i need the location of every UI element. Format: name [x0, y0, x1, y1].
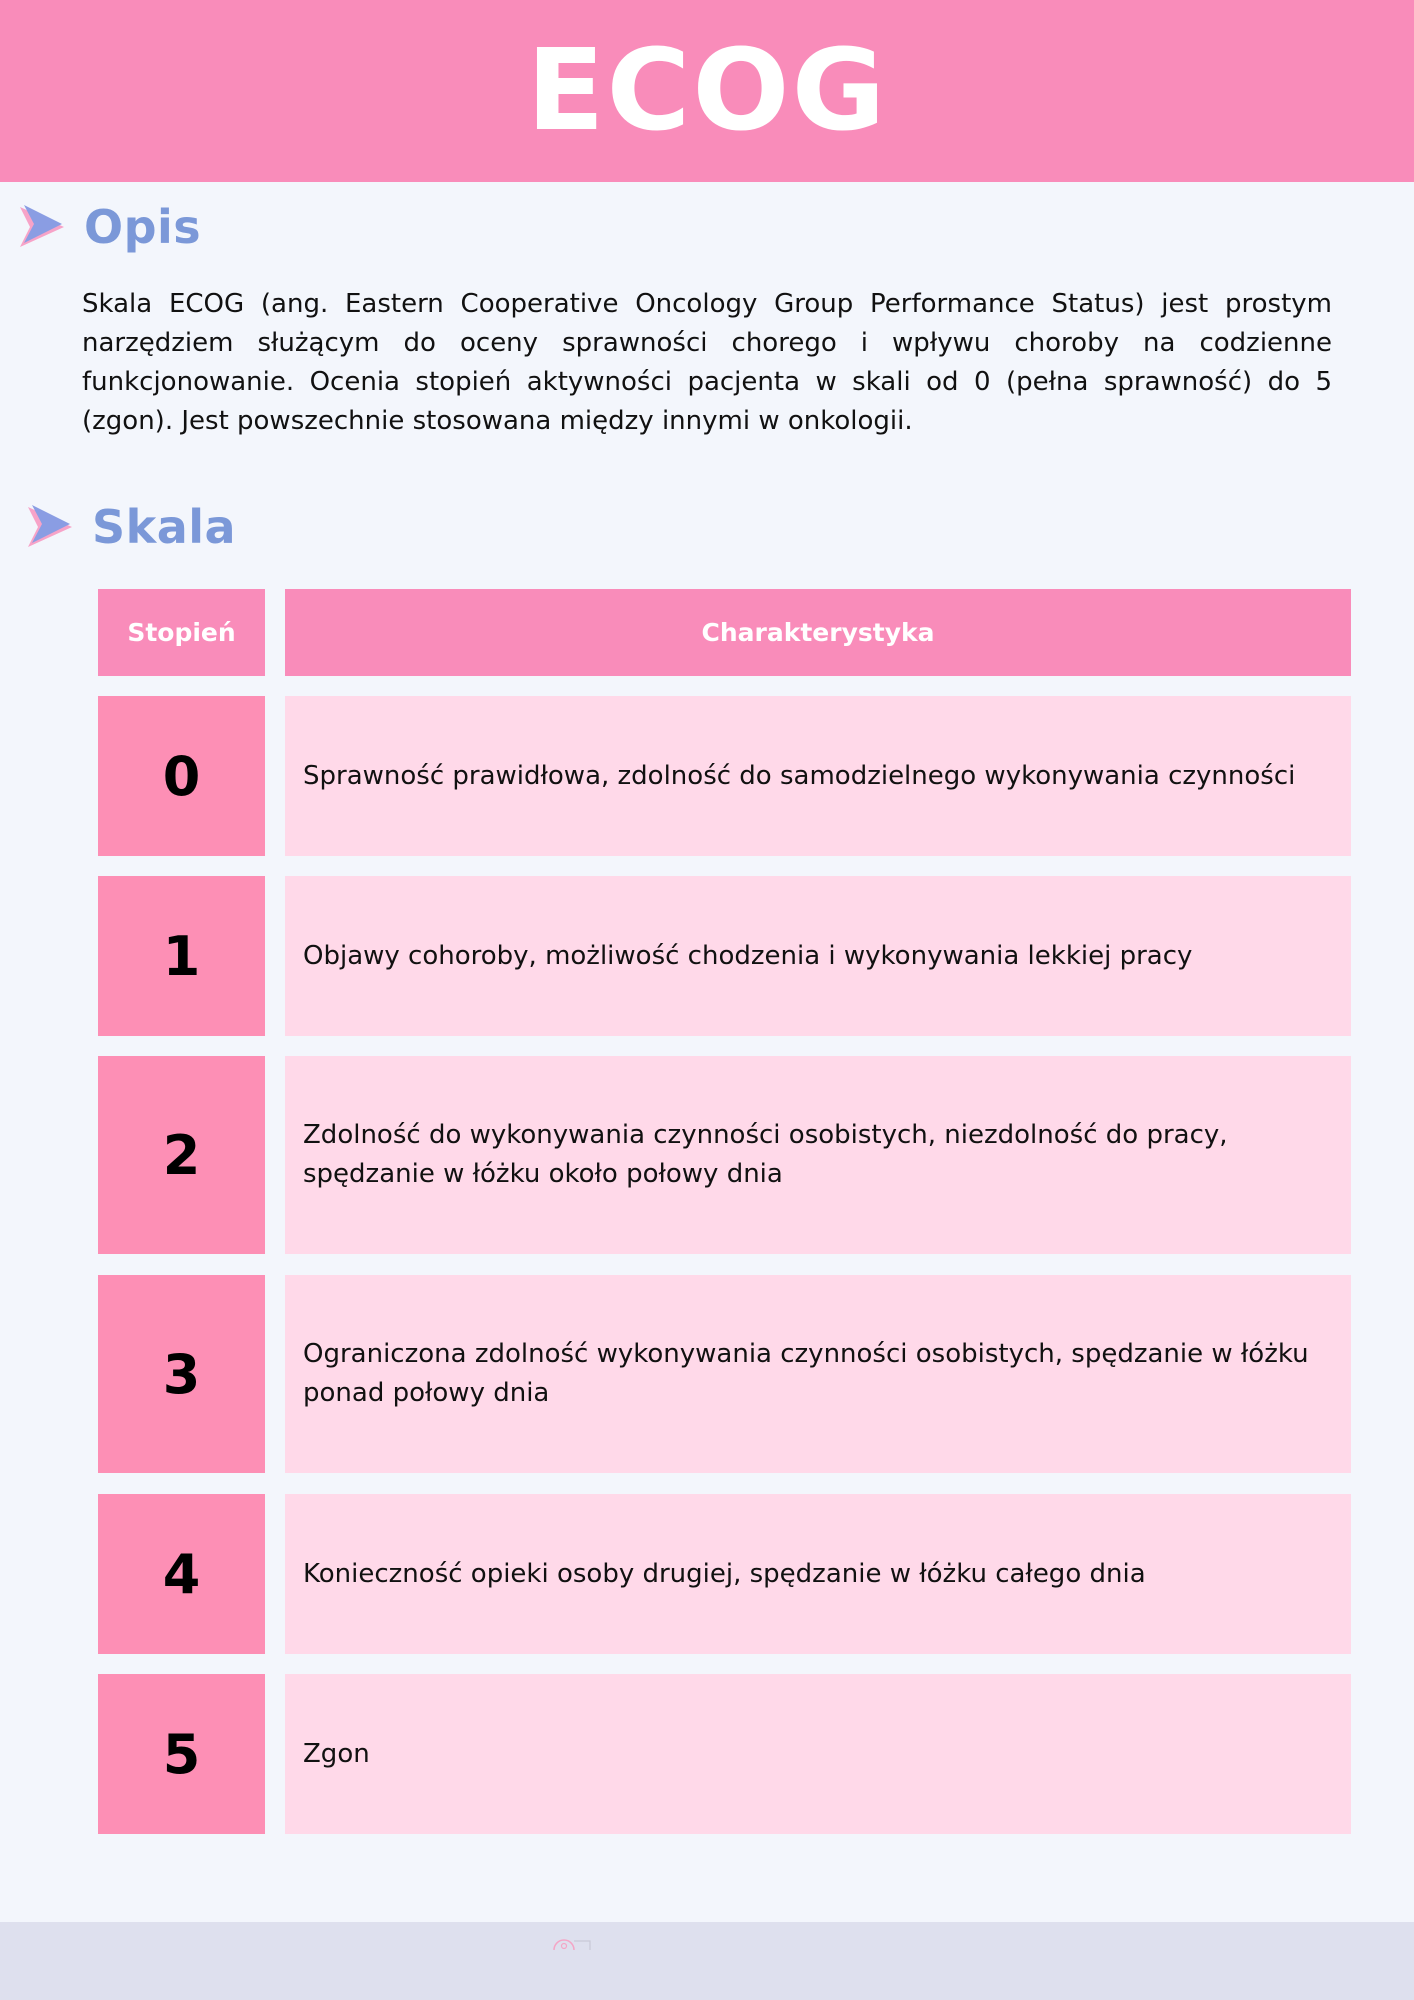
- description-cell: Sprawność prawidłowa, zdolność do samodzielnego wykonywania czynności: [285, 696, 1351, 856]
- page-header: [0, 0, 1414, 182]
- description-cell: Objawy cohoroby, możliwość chodzenia i wykonywania lekkiej pracy: [285, 876, 1351, 1036]
- grade-cell: 1: [98, 876, 265, 1036]
- double-arrow-icon: [18, 201, 70, 253]
- description-text: Skala ECOG (ang. Eastern Cooperative Oncology Group Performance Status) jest prostym narzędziem służącym do oceny sprawności chorego i wpływu choroby na codzienne funkcjonowanie. Ocenia stopień aktywności pacjenta w skali od 0 (pełna sprawność) do 5 (zgon). Jest powszechnie stosowana między innymi w onkologii.: [82, 289, 1332, 436]
- grade-cell: 2: [98, 1056, 265, 1254]
- section-heading-opis: [18, 200, 201, 254]
- table-header-grade: Stopień: [98, 589, 265, 676]
- description-cell: Ograniczona zdolność wykonywania czynności osobistych, spędzanie w łóżku ponad połowy dnia: [285, 1275, 1351, 1473]
- description-cell: Konieczność opieki osoby drugiej, spędzanie w łóżku całego dnia: [285, 1494, 1351, 1654]
- page-footer: [0, 1922, 1414, 2000]
- section-heading-skala: [26, 500, 236, 554]
- double-arrow-icon: [26, 501, 78, 553]
- grade-cell: 0: [98, 696, 265, 856]
- section-title-skala: Skala: [92, 500, 237, 554]
- table-header-description: Charakterystyka: [285, 589, 1351, 676]
- grade-cell: 4: [98, 1494, 265, 1654]
- page-title: ECOG: [526, 26, 888, 156]
- grade-cell: 5: [98, 1674, 265, 1834]
- logo-icon: [552, 1936, 592, 1952]
- section-title-opis: Opis: [84, 200, 202, 254]
- description-cell: Zgon: [285, 1674, 1351, 1834]
- grade-cell: 3: [98, 1275, 265, 1473]
- description-cell: Zdolność do wykonywania czynności osobistych, niezdolność do pracy, spędzanie w łóżku około połowy dnia: [285, 1056, 1351, 1254]
